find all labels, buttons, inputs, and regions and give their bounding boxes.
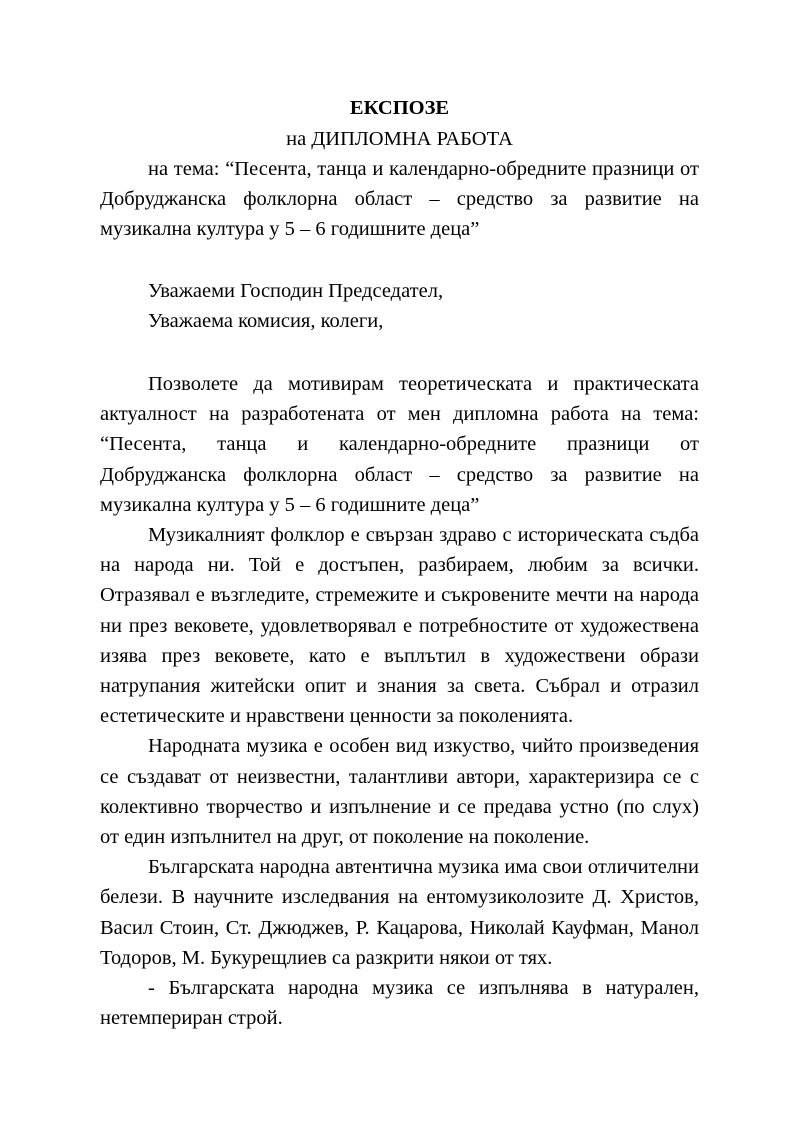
document-title: ЕКСПОЗЕ <box>349 97 450 119</box>
topic-block <box>100 154 699 245</box>
body-paragraph: Народната музика е особен вид изкуство, чийто произведения се създават от неизвестни, талантливи автори, характеризира се с колективно творчество и изпълнение и се предава устно (по слух) от един изпълнител на друг, от поколение на поколение. <box>100 735 699 849</box>
body-paragraph: Позволете да мотивирам теоретическата и практическата актуалност на разработената от мен дипломна работа на тема: “Песента, танца и календарно-обредните празници от Добруджанска фолклорна област – средство за развитие на музикална култура у 5 – 6 годишните деца” <box>100 373 699 516</box>
greeting-block <box>100 276 699 336</box>
body-paragraph: Музикалният фолклор е свързан здраво с историческата съдба на народа ни. Той е достъпен, разбираем, любим за всички. Отразявал е възгледите, стремежите и съкровените мечти на народа ни през вековете, удовлетворявал е потребностите от художествена изява през вековете, като е въплътил в художествени образи натрупания житейски опит и знания за света. Събрал и отразил естетическите и нравствени ценности за поколенията. <box>100 524 699 728</box>
body-paragraph: Българската народна автентична музика има свои отличителни белези. В научните изследвания на ентомузиколозите Д. Христов, Васил Стоин, Ст. Джюджев, Р. Кацарова, Николай Кауфман, Манол Тодоров, М. Букурещлиев са разкрити някои от тях. <box>100 856 699 969</box>
body-paragraph: - Българската народна музика се изпълнява в натурален, нетемпериран строй. <box>100 977 699 1030</box>
greeting-committee: Уважаема комисия, колеги, <box>148 310 384 333</box>
body-text <box>100 369 699 1033</box>
greeting-chairman: Уважаеми Господин Председател, <box>148 280 444 302</box>
topic-paragraph: на тема: “Песента, танца и календарно-обредните празници от Добруджанска фолклорна област – средство за развитие на музикална култура у 5 – 6 годишните деца” <box>100 158 699 241</box>
document-subtitle: на ДИПЛОМНА РАБОТА <box>286 128 513 150</box>
